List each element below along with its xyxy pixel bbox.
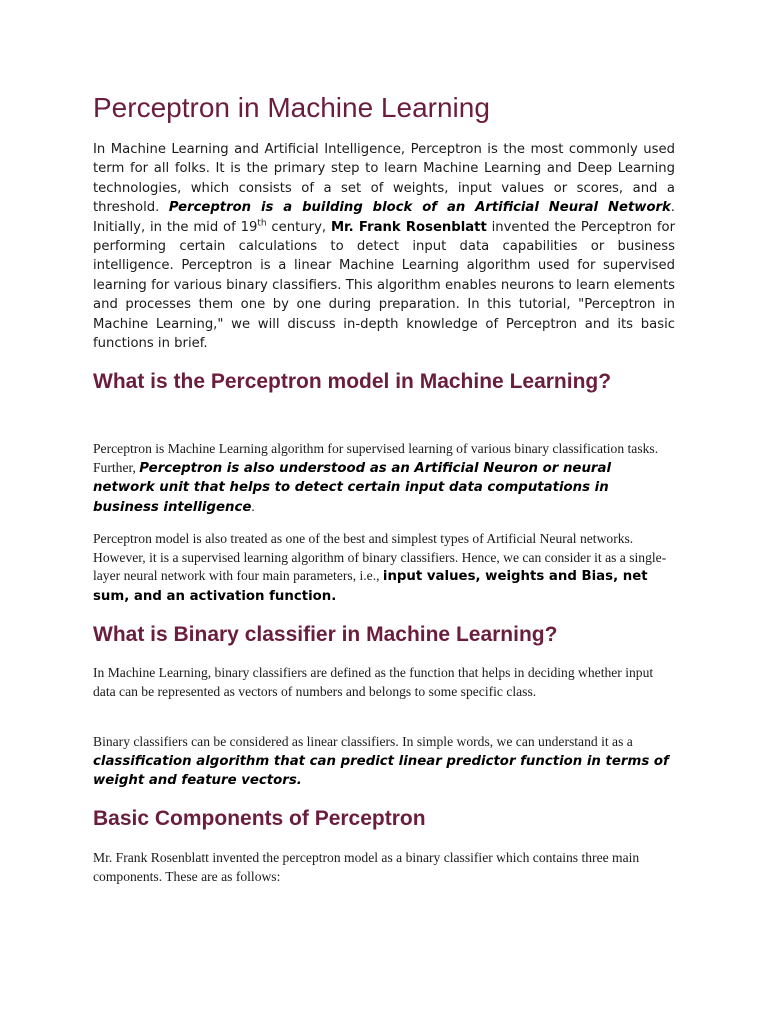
section-1-p1-text-1: Perceptron is Machine Learning algorithm for supervised learning of various binary classification tasks. Further, bbox=[93, 441, 659, 475]
intro-text-2: . Initially, in the mid of 19 bbox=[93, 200, 675, 235]
intro-superscript: th bbox=[257, 218, 267, 229]
page-title: Perceptron in Machine Learning bbox=[93, 92, 490, 123]
section-1-p1-text-2: . bbox=[251, 498, 255, 514]
section-3-paragraph-1 bbox=[93, 849, 675, 886]
section-1-p2-text-1: Perceptron model is also treated as one of the best and simplest types of Artificial Neural networks. However, it is a supervised learning algorithm of binary classifiers. Hence, we can consider it as a single-layer neural network with four main parameters, i.e., bbox=[93, 531, 667, 583]
section-2-paragraph-1 bbox=[93, 664, 675, 701]
section-1-p2-emphasis: input values, weights and Bias, net sum, and an activation function. bbox=[93, 569, 648, 604]
intro-text-4: invented the Perceptron for performing certain calculations to detect input data capabilities or business intelligence. Perceptron is a linear Machine Learning algorithm used for supervised learning for various binary classifiers. This algorithm enables neurons to learn elements and processes them one by one during preparation. In this tutorial, "Perceptron in Machine Learning," we will discuss in-depth knowledge of Perceptron and its basic functions in brief. bbox=[93, 219, 675, 352]
intro-text-3: century, bbox=[266, 219, 331, 235]
section-1-paragraph-1 bbox=[93, 440, 675, 517]
intro-text-1: In Machine Learning and Artificial Intelligence, Perceptron is the most commonly used term for all folks. It is the primary step to learn Machine Learning and Deep Learning technologies, which consists of a set of weights, input values or scores, and a threshold. bbox=[93, 142, 675, 216]
section-2-p2-emphasis: classification algorithm that can predict linear predictor function in terms of weight and feature vectors. bbox=[93, 753, 669, 788]
intro-emphasis-inventor: Mr. Frank Rosenblatt bbox=[330, 219, 487, 235]
intro-emphasis-definition: Perceptron is a building block of an Artificial Neural Network bbox=[168, 200, 671, 216]
intro-paragraph bbox=[93, 140, 675, 353]
section-2-p1-text-1: In Machine Learning, binary classifiers are defined as the function that helps in deciding whether input data can be represented as vectors of numbers and belongs to some specific class. bbox=[93, 665, 654, 699]
section-heading-binary-classifier: What is Binary classifier in Machine Learning? bbox=[93, 623, 558, 646]
section-3-p1-text-1: Mr. Frank Rosenblatt invented the perceptron model as a binary classifier which contains three main components. These are as follows: bbox=[93, 850, 640, 884]
section-heading-perceptron-model: What is the Perceptron model in Machine Learning? bbox=[93, 370, 612, 393]
section-1-paragraph-2 bbox=[93, 530, 675, 606]
section-2-paragraph-2 bbox=[93, 733, 675, 791]
section-heading-basic-components: Basic Components of Perceptron bbox=[93, 807, 426, 830]
section-1-p1-emphasis: Perceptron is also understood as an Artificial Neuron or neural network unit that helps to detect certain input data computations in business intelligence bbox=[93, 460, 612, 515]
section-2-p2-text-1: Binary classifiers can be considered as linear classifiers. In simple words, we can understand it as a bbox=[93, 734, 633, 749]
